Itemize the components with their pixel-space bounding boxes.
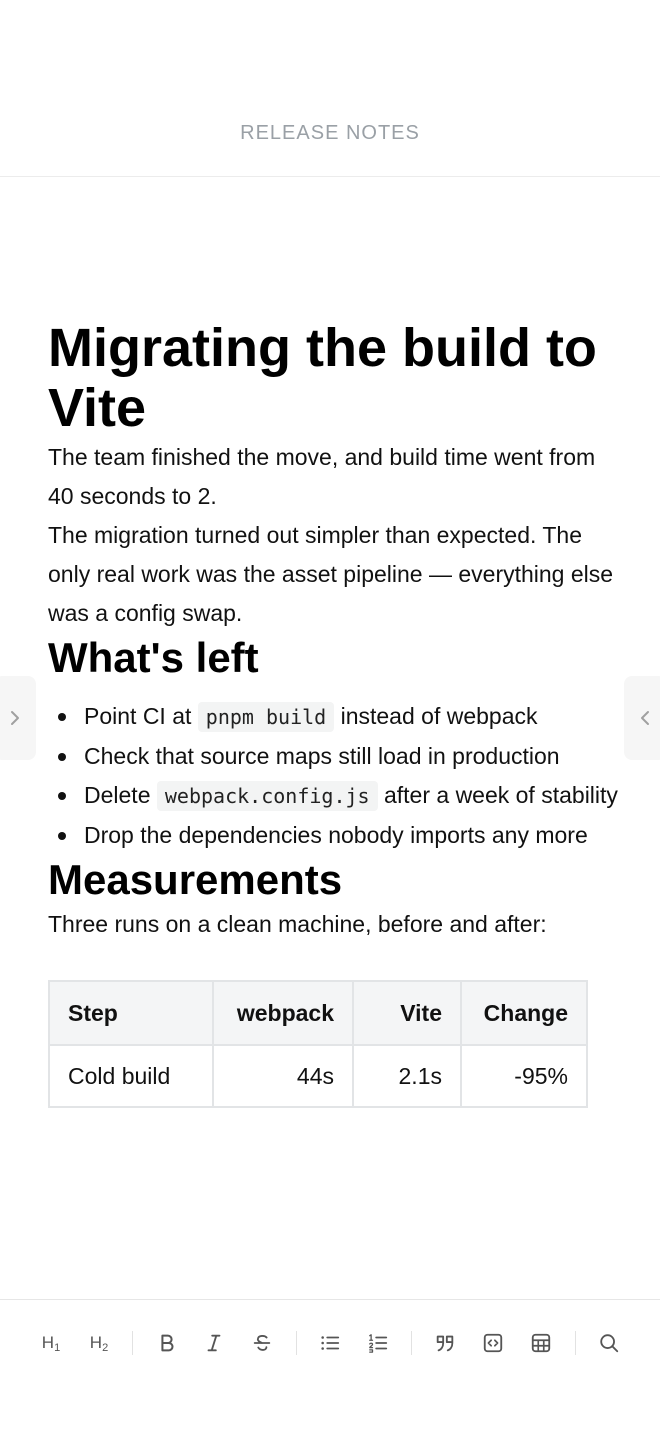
strikethrough-button[interactable] xyxy=(246,1327,278,1359)
inline-code: webpack.config.js xyxy=(157,781,378,811)
italic-button[interactable] xyxy=(198,1327,230,1359)
document-title: Migrating the build to Vite xyxy=(48,318,597,438)
column-header-webpack: webpack xyxy=(213,981,353,1045)
top-bar xyxy=(0,0,660,177)
table-row xyxy=(49,1045,587,1107)
todo-list xyxy=(48,697,618,855)
section-heading-whats-left: What's left xyxy=(48,634,259,681)
ordered-list-button[interactable] xyxy=(362,1327,394,1359)
list-item-text: instead of webpack xyxy=(334,703,538,729)
search-icon xyxy=(598,1332,620,1354)
previous-page-handle[interactable] xyxy=(0,676,36,760)
list-item: Drop the dependencies nobody imports any more xyxy=(48,816,618,855)
inline-code: pnpm build xyxy=(198,702,334,732)
table-cell: 2.1s xyxy=(353,1045,461,1107)
section-heading-measurements: Measurements xyxy=(48,856,343,903)
toolbar-divider xyxy=(411,1331,412,1355)
heading-1-button[interactable] xyxy=(35,1327,67,1359)
ordered-list-icon xyxy=(367,1332,389,1354)
table-button[interactable] xyxy=(525,1327,557,1359)
list-item-text: Point CI at xyxy=(84,703,198,729)
list-item xyxy=(48,776,618,816)
list-item: Check that source maps still load in production xyxy=(48,737,618,776)
measurements-lead: Three runs on a clean machine, before and after: xyxy=(48,911,547,937)
document-label: RELEASE NOTES xyxy=(240,122,420,144)
summary-paragraph: The migration turned out simpler than expected. The only real work was the asset pipeline — everything else was a config swap. xyxy=(48,522,614,626)
toolbar-divider xyxy=(296,1331,297,1355)
heading-1-icon: $H_1$ xyxy=(41,1332,61,1354)
strikethrough-icon xyxy=(251,1332,273,1354)
bold-button[interactable] xyxy=(151,1327,183,1359)
intro-paragraph: The team finished the move, and build time went from 40 seconds to 2. xyxy=(48,444,596,509)
bold-icon xyxy=(156,1332,178,1354)
code-block-icon xyxy=(482,1332,504,1354)
heading-2-button[interactable] xyxy=(83,1327,115,1359)
table-icon xyxy=(530,1332,552,1354)
next-page-handle[interactable] xyxy=(624,676,660,760)
table-cell: -95% xyxy=(461,1045,587,1107)
chevron-left-icon xyxy=(638,708,652,728)
italic-icon xyxy=(203,1332,225,1354)
list-item xyxy=(48,697,618,737)
code-block-button[interactable] xyxy=(477,1327,509,1359)
column-header-change: Change xyxy=(461,981,587,1045)
search-button[interactable] xyxy=(593,1327,625,1359)
list-item-text: after a week of stability xyxy=(377,782,618,808)
table-header-row xyxy=(49,981,587,1045)
heading-2-icon: $H_2$ xyxy=(89,1332,109,1354)
quote-button[interactable] xyxy=(429,1327,461,1359)
list-item-text: Delete xyxy=(84,782,157,808)
bullet-list-icon xyxy=(319,1332,341,1354)
chevron-right-icon xyxy=(8,708,22,728)
table-cell: Cold build xyxy=(49,1045,213,1107)
quote-icon xyxy=(434,1332,456,1354)
toolbar-divider xyxy=(575,1331,576,1355)
measurements-table xyxy=(48,980,588,1108)
table-cell: 44s xyxy=(213,1045,353,1107)
bullet-list-button[interactable] xyxy=(314,1327,346,1359)
formatting-toolbar xyxy=(0,1299,660,1435)
document-body[interactable] xyxy=(48,318,618,1108)
column-header-step: Step xyxy=(49,981,213,1045)
column-header-vite: Vite xyxy=(353,981,461,1045)
toolbar-divider xyxy=(132,1331,133,1355)
